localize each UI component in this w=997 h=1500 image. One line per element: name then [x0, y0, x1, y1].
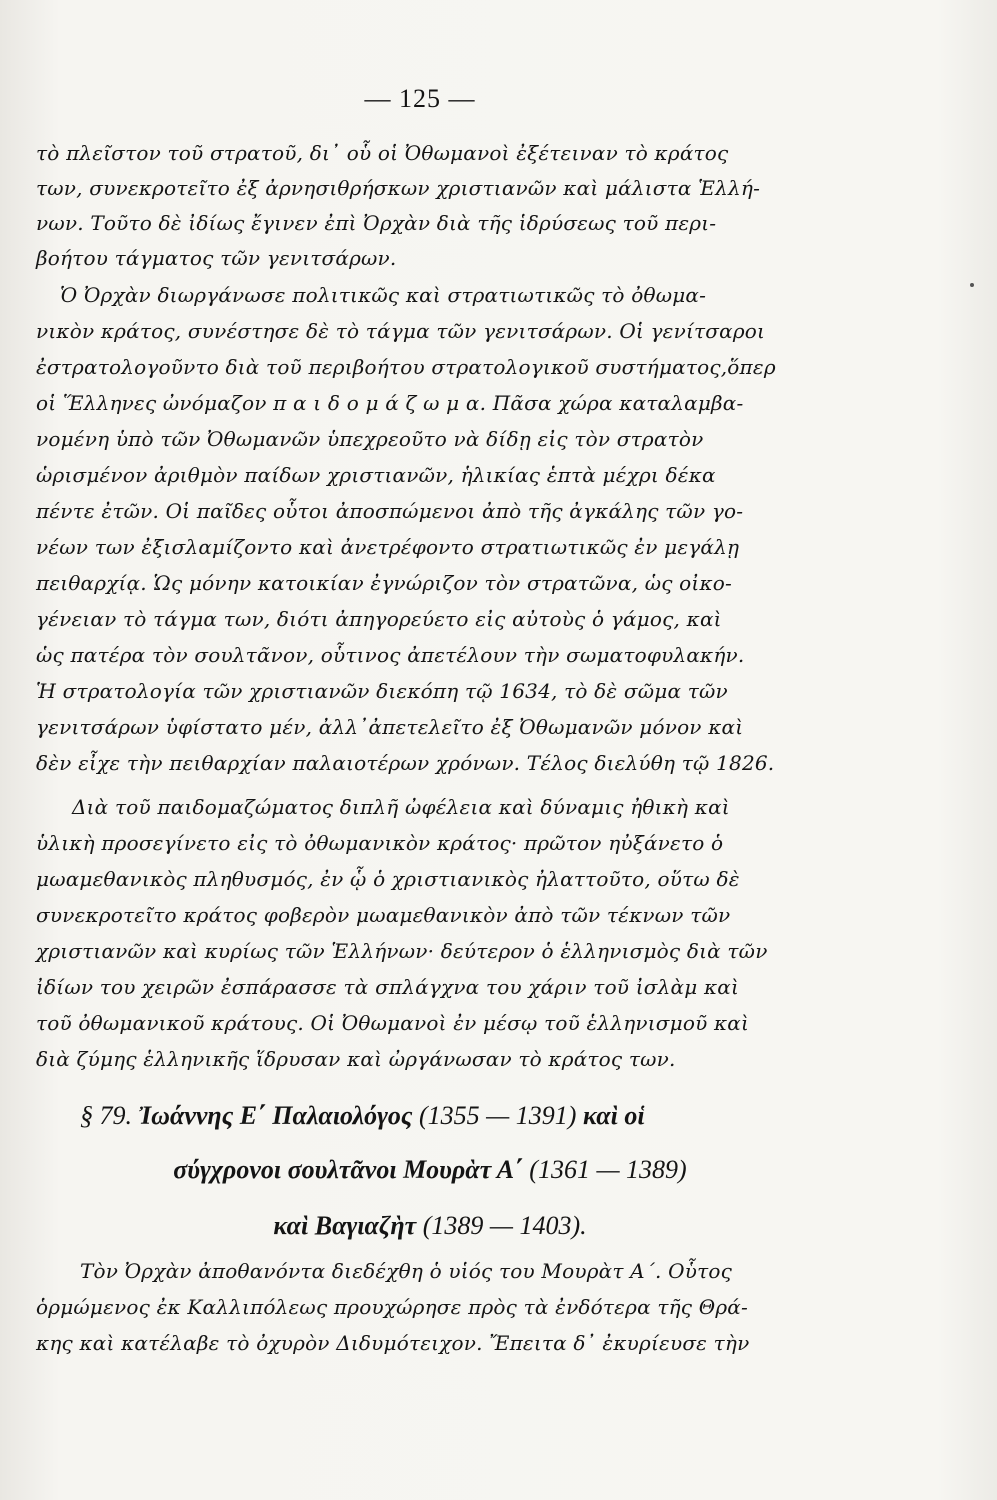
text-line: χριστιανῶν καὶ κυρίως τῶν Ἑλλήνων· δεύτερον ὁ ἑλληνισμὸς διὰ τῶν [36, 939, 768, 963]
text-line: ὁρμώμενος ἐκ Καλλιπόλεως προυχώρησε πρὸς τὰ ἐνδότερα τῆς Θρά- [36, 1295, 748, 1319]
text-line: ἰδίων του χειρῶν ἐσπάρασσε τὰ σπλάγχνα του χάριν τοῦ ἰσλὰμ καὶ [36, 975, 740, 999]
text-line: Τὸν Ὀρχὰν ἀποθανόντα διεδέχθη ὁ υἱός του Μουρὰτ Α΄. Οὗτος [80, 1259, 733, 1283]
section-title-tail: καὶ οἱ [582, 1101, 645, 1130]
section-subtitle: σύγχρονοι σουλτᾶνοι Μουρὰτ Α΄ [173, 1155, 523, 1184]
text-line: πέντε ἐτῶν. Οἱ παῖδες οὗτοι ἀποσπώμενοι ἀπὸ τῆς ἀγκάλης τῶν γο- [36, 499, 744, 523]
text-line: ὡς πατέρα τὸν σουλτᾶνον, οὗτινος ἀπετέλουν τὴν σωματοφυλακήν. [36, 643, 745, 667]
section-dates: (1361 — 1389) [529, 1155, 687, 1184]
text-line: διὰ ζύμης ἑλληνικῆς ἵδρυσαν καὶ ὠργάνωσαν τὸ κράτος των. [36, 1047, 676, 1071]
section-title: Ἰωάννης Ε΄ Παλαιολόγος [138, 1101, 413, 1130]
section-dates: (1355 — 1391) [419, 1101, 577, 1130]
text-line: νικὸν κράτος, συνέστησε δὲ τὸ τάγμα τῶν γενιτσάρων. Οἱ γενίτσαροι [36, 319, 766, 343]
text-line: ἐστρατολογοῦντο διὰ τοῦ περιβοήτου στρατολογικοῦ συστήματος,ὅπερ [36, 355, 776, 379]
text-line: βοήτου τάγματος τῶν γενιτσάρων. [36, 246, 397, 270]
text-line: γένειαν τὸ τάγμα των, διότι ἀπηγορεύετο εἰς αὐτοὺς ὁ γάμος, καὶ [36, 607, 722, 631]
text-line: δὲν εἶχε τὴν πειθαρχίαν παλαιοτέρων χρόνων. Τέλος διελύθη τῷ 1826. [36, 751, 775, 775]
text-line: ὡρισμένον ἀριθμὸν παίδων χριστιανῶν, ἡλικίας ἑπτὰ μέχρι δέκα [36, 463, 716, 487]
text-line: νέων των ἐξισλαμίζοντο καὶ ἀνετρέφοντο στρατιωτικῶς ἐν μεγάλῃ [36, 535, 740, 559]
text-line: κης καὶ κατέλαβε τὸ ὀχυρὸν Διδυμότειχον. Ἔπειτα δ᾽ ἐκυρίευσε τὴν [36, 1331, 750, 1355]
text-line: νων. Τοῦτο δὲ ἰδίως ἔγινεν ἐπὶ Ὀρχὰν διὰ τῆς ἱδρύσεως τοῦ περι- [36, 211, 717, 235]
text-line: μωαμεθανικὸς πληθυσμός, ἐν ᾧ ὁ χριστιανικὸς ἠλαττοῦτο, οὕτω δὲ [36, 867, 740, 891]
text-line: ὑλικὴ προσεγίνετο εἰς τὸ ὀθωμανικὸν κράτος· πρῶτον ηὐξάνετο ὁ [36, 831, 724, 855]
text-line: Ὁ Ὀρχὰν διωργάνωσε πολιτικῶς καὶ στρατιωτικῶς τὸ ὀθωμα- [60, 283, 707, 307]
text-line: οἱ Ἕλληνες ὠνόμαζον π α ι δ ο μ ά ζ ω μ α. Πᾶσα χώρα καταλαμβα- [36, 391, 744, 415]
text-line: Ἡ στρατολογία τῶν χριστιανῶν διεκόπη τῷ 1634, τὸ δὲ σῶμα τῶν [36, 679, 728, 703]
section-heading-line-1 [40, 1098, 820, 1134]
section-heading-line-3 [0, 1208, 860, 1244]
section-heading-line-2 [0, 1152, 860, 1188]
text-line: τοῦ ὀθωμανικοῦ κράτους. Οἱ Ὀθωμανοὶ ἐν μέσῳ τοῦ ἑλληνισμοῦ καὶ [36, 1011, 750, 1035]
page-number: — 125 — [364, 84, 476, 113]
text-line: συνεκροτεῖτο κράτος φοβερὸν μωαμεθανικὸν ἀπὸ τῶν τέκνων τῶν [36, 903, 731, 927]
text-line: τὸ πλεῖστον τοῦ στρατοῦ, δι᾽ οὗ οἱ Ὀθωμανοὶ ἐξέτειναν τὸ κράτος [36, 141, 729, 165]
section-dates: (1389 — 1403). [422, 1211, 587, 1240]
text-line: νομένη ὑπὸ τῶν Ὀθωμανῶν ὑπεχρεοῦτο νὰ δίδῃ εἰς τὸν στρατὸν [36, 427, 704, 451]
scan-speck [970, 283, 974, 287]
section-subtitle: καὶ Βαγιαζὴτ [273, 1211, 417, 1240]
section-number: § 79. [80, 1101, 132, 1130]
text-line: των, συνεκροτεῖτο ἐξ ἀρνησιθρήσκων χριστιανῶν καὶ μάλιστα Ἑλλή- [36, 176, 761, 200]
text-line: πειθαρχίᾳ. Ὡς μόνην κατοικίαν ἐγνώριζον τὸν στρατῶνα, ὡς οἰκο- [36, 571, 732, 595]
text-line: γενιτσάρων ὑφίστατο μέν, ἀλλ᾽ἀπετελεῖτο ἐξ Ὀθωμανῶν μόνον καὶ [36, 715, 744, 739]
text-line: Διὰ τοῦ παιδομαζώματος διπλῆ ὠφέλεια καὶ δύναμις ἠθικὴ καὶ [72, 795, 730, 819]
